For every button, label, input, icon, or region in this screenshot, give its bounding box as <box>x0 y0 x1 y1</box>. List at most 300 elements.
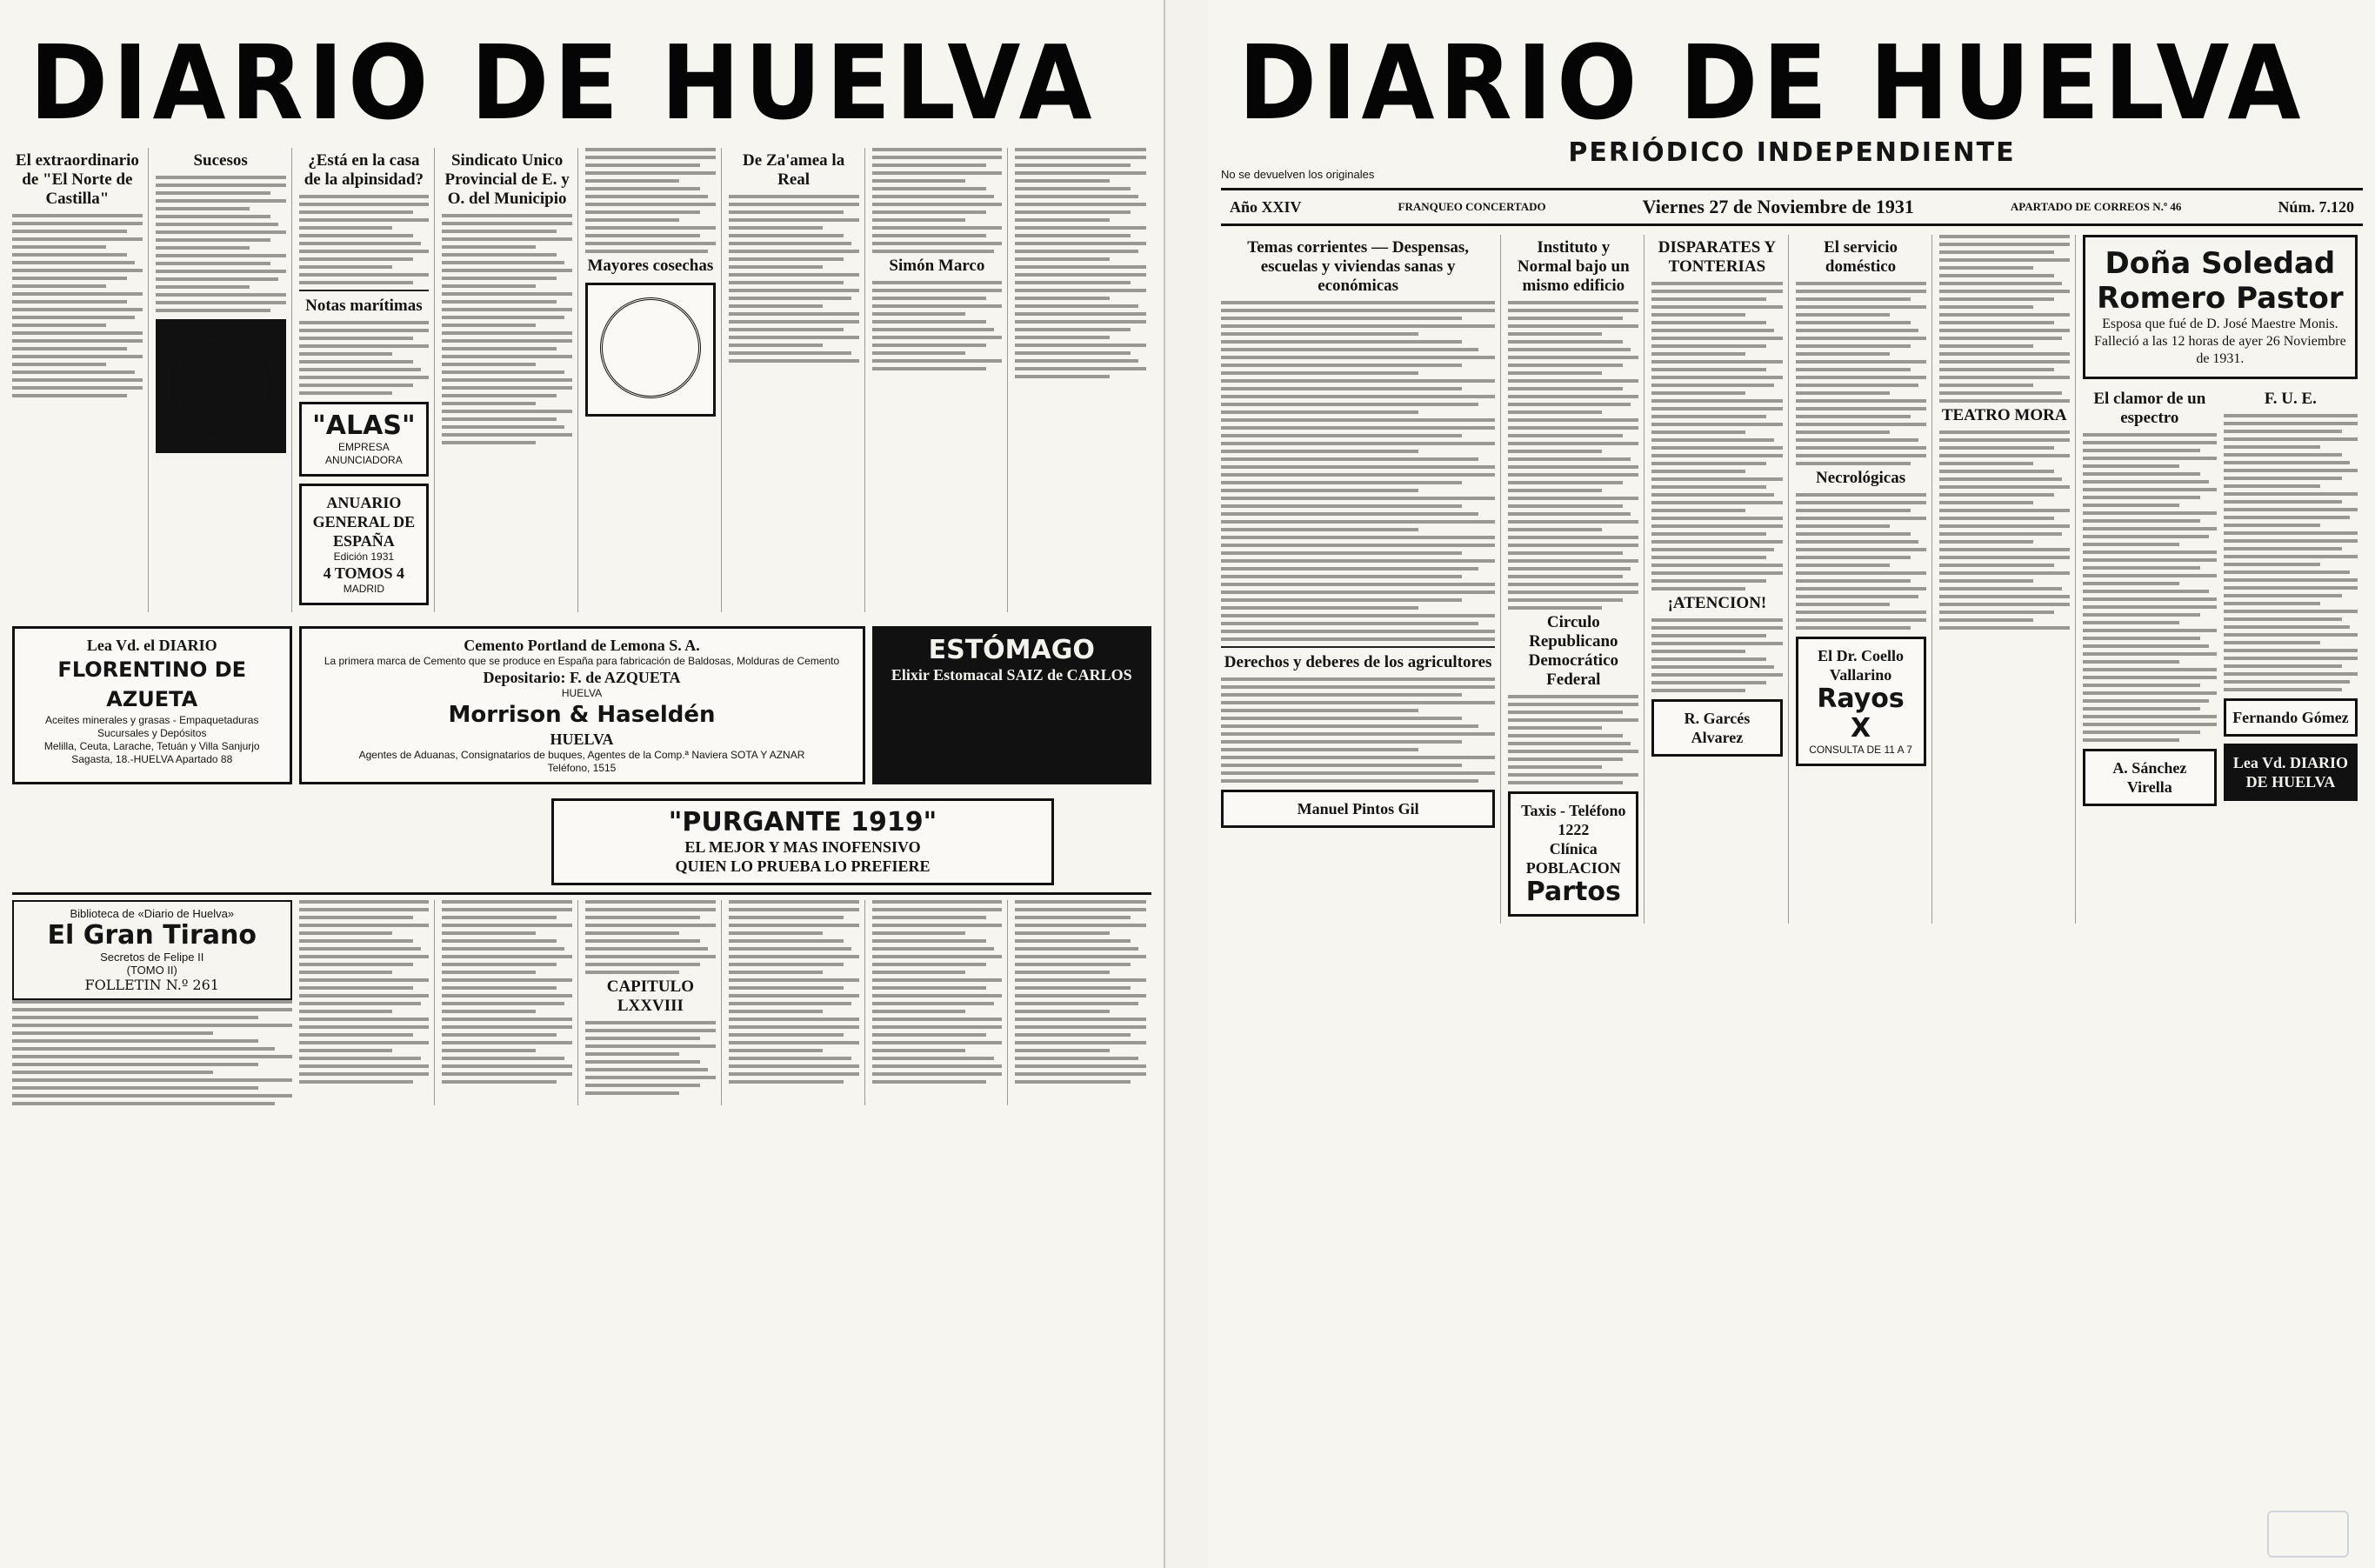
text-line <box>12 324 106 327</box>
ad-name: Lea Vd. DIARIO DE HUELVA <box>2232 754 2349 791</box>
chapter-heading: CAPITULO LXXVIII <box>606 977 695 1015</box>
text-line <box>1221 709 1418 712</box>
text-line <box>299 218 430 222</box>
ad-name: Morrison & Haseldén <box>448 702 716 728</box>
watermark-logo-icon <box>2267 1511 2349 1558</box>
column-headline: DISPARATES Y TONTERIAS <box>1658 238 1777 276</box>
text-line <box>729 359 859 363</box>
novel-column <box>729 900 865 1105</box>
text-line <box>2224 680 2350 684</box>
text-line <box>442 261 564 264</box>
text-line <box>299 900 430 904</box>
text-line <box>299 210 414 214</box>
text-line <box>1221 348 1478 351</box>
text-line <box>585 947 708 951</box>
text-line <box>156 199 286 203</box>
text-line <box>872 1064 1003 1068</box>
text-line <box>12 1024 292 1027</box>
column-headline: F. U. E. <box>2264 390 2317 408</box>
text-line <box>442 277 557 280</box>
text-line <box>1939 595 2070 598</box>
pintos-ad <box>1221 790 1495 828</box>
text-line <box>1939 430 2070 434</box>
text-line <box>1796 430 1890 434</box>
text-line <box>1939 477 2062 481</box>
text-line <box>1796 446 1926 450</box>
text-line <box>1651 376 1782 379</box>
text-line <box>1651 493 1774 497</box>
text-line <box>299 203 430 206</box>
text-line <box>1939 321 2054 324</box>
text-line <box>12 316 135 319</box>
text-line <box>1015 195 1138 198</box>
article-body <box>1939 430 2070 630</box>
text-line <box>1221 332 1418 336</box>
masthead-note: No se devuelven los originales <box>1221 168 1375 181</box>
novel-column <box>442 900 578 1105</box>
column-headline: El clamor de un espectro <box>2093 390 2206 427</box>
text-line <box>299 1080 414 1084</box>
text-line <box>12 253 127 257</box>
text-line <box>585 1060 700 1064</box>
text-line <box>1651 642 1782 645</box>
text-line <box>1015 312 1146 316</box>
right-column-5 <box>1796 235 1932 924</box>
text-line <box>2224 617 2342 621</box>
text-line <box>585 187 700 190</box>
text-line <box>585 955 716 958</box>
text-line <box>299 1033 414 1037</box>
text-line <box>1221 717 1462 720</box>
text-line <box>1651 517 1782 520</box>
text-line <box>1939 446 2054 450</box>
text-line <box>872 344 987 347</box>
text-line <box>1939 313 2070 317</box>
ad-name: El Dr. Coello Vallarino <box>1818 647 1904 684</box>
text-line <box>585 971 679 974</box>
text-line <box>1508 364 1623 367</box>
text-line <box>585 203 716 206</box>
text-line <box>1015 336 1110 339</box>
text-line <box>1939 243 2070 246</box>
text-line <box>729 218 859 222</box>
text-line <box>1508 520 1638 524</box>
text-line <box>729 328 844 331</box>
text-line <box>1508 598 1623 602</box>
text-line <box>1221 450 1418 453</box>
right-sub-columns <box>2083 386 2358 813</box>
text-line <box>872 994 1003 998</box>
text-line <box>729 1057 851 1060</box>
right-column-4 <box>1651 235 1788 924</box>
text-line <box>872 297 987 300</box>
text-line <box>872 1025 1003 1029</box>
text-line <box>872 187 987 190</box>
text-line <box>2224 625 2350 629</box>
text-line <box>1015 1018 1146 1021</box>
text-line <box>2224 437 2358 441</box>
novel-tome: (TOMO II) <box>126 964 177 977</box>
text-line <box>1796 305 1926 309</box>
ad-city: HUELVA <box>561 687 603 699</box>
text-line <box>1651 587 1745 591</box>
text-line <box>872 1049 966 1052</box>
text-line <box>1508 450 1602 453</box>
text-line <box>1651 634 1766 637</box>
text-line <box>299 273 430 277</box>
apartado: APARTADO DE CORREOS N.º 46 <box>2010 200 2182 213</box>
text-line <box>2224 477 2342 480</box>
left-column-3 <box>299 148 436 612</box>
text-line <box>1939 493 2054 497</box>
text-line <box>1796 501 1926 504</box>
text-line <box>1939 235 2070 238</box>
text-line <box>729 210 844 214</box>
gomez-ad <box>2224 698 2358 737</box>
text-line <box>12 355 143 358</box>
text-line <box>156 301 286 304</box>
text-line <box>2083 433 2217 437</box>
text-line <box>1221 418 1495 422</box>
text-line <box>1508 403 1631 406</box>
text-line <box>729 1080 844 1084</box>
text-line <box>1939 564 2054 567</box>
text-line <box>1221 551 1462 555</box>
text-line <box>1651 399 1782 403</box>
text-line <box>1651 446 1782 450</box>
text-line <box>1796 438 1918 442</box>
text-line <box>2224 484 2320 488</box>
text-line <box>1651 391 1745 395</box>
text-line <box>1221 701 1495 704</box>
text-line <box>1508 332 1602 336</box>
text-line <box>299 226 393 230</box>
text-line <box>12 237 143 241</box>
text-line <box>2083 691 2217 695</box>
text-line <box>12 1063 258 1066</box>
text-line <box>2224 578 2358 582</box>
novel-folletin: FOLLETIN N.º 261 <box>84 977 219 993</box>
text-line <box>1221 410 1418 414</box>
text-line <box>156 183 286 187</box>
text-line <box>1508 418 1638 422</box>
text-line <box>1221 637 1495 641</box>
text-line <box>729 273 859 277</box>
text-line <box>299 1049 393 1052</box>
text-line <box>12 269 143 272</box>
text-line <box>729 978 859 982</box>
text-line <box>1939 391 2062 395</box>
text-line <box>1508 734 1623 737</box>
text-line <box>299 384 414 387</box>
text-line <box>1508 606 1602 610</box>
text-line <box>1939 344 2033 348</box>
text-line <box>872 242 1003 245</box>
text-line <box>872 320 987 324</box>
article-body <box>1796 493 1926 630</box>
right-column-1 <box>1221 235 1501 924</box>
text-line <box>1796 603 1890 606</box>
text-line <box>729 924 859 927</box>
text-line <box>12 339 143 343</box>
text-line <box>299 1064 430 1068</box>
text-line <box>585 916 700 919</box>
text-line <box>585 1068 708 1071</box>
text-line <box>1015 931 1110 935</box>
text-line <box>729 265 823 269</box>
text-line <box>2083 464 2179 468</box>
left-ads-row <box>12 619 1151 791</box>
coello-ad <box>1796 637 1926 766</box>
text-line <box>1939 258 2070 262</box>
ad-sub: Elixir Estomacal SAIZ de CARLOS <box>891 666 1132 684</box>
text-line <box>1508 348 1631 351</box>
text-line <box>442 1064 572 1068</box>
text-line <box>1651 470 1745 473</box>
text-line <box>2083 574 2217 577</box>
text-line <box>1651 368 1766 371</box>
text-line <box>442 222 572 225</box>
text-line <box>1015 1033 1131 1037</box>
left-column-8 <box>1015 148 1151 612</box>
text-line <box>12 277 127 280</box>
novel-column <box>299 900 436 1105</box>
text-line <box>729 908 859 911</box>
text-line <box>1651 532 1766 536</box>
text-line <box>1221 301 1495 304</box>
left-columns <box>12 148 1151 612</box>
text-line <box>1221 764 1462 767</box>
text-line <box>585 939 700 943</box>
article-body <box>2083 433 2217 742</box>
text-line <box>442 363 536 366</box>
text-line <box>156 230 286 234</box>
text-line <box>1508 781 1623 784</box>
text-line <box>1221 732 1495 736</box>
text-line <box>12 347 127 350</box>
left-column-2 <box>156 148 292 612</box>
text-line <box>872 203 1003 206</box>
text-line <box>1651 681 1766 684</box>
text-line <box>1015 344 1146 347</box>
ad-name: Rayos X <box>1817 684 1905 744</box>
text-line <box>1939 611 2054 614</box>
text-line <box>1796 297 1911 301</box>
text-line <box>156 277 278 281</box>
ad-name: Cemento Portland de Lemona S. A. <box>464 637 700 654</box>
text-line <box>2083 472 2201 476</box>
text-line <box>1508 497 1638 500</box>
text-line <box>729 1072 859 1076</box>
column-headline: Mayores cosechas <box>587 257 714 275</box>
text-line <box>2224 563 2320 566</box>
text-line <box>872 281 1003 284</box>
text-line <box>2224 422 2358 425</box>
text-line <box>1221 614 1495 617</box>
text-line <box>299 1025 430 1029</box>
text-line <box>299 337 414 340</box>
text-line <box>2224 445 2320 449</box>
text-line <box>2224 555 2358 558</box>
text-line <box>2083 457 2217 460</box>
text-line <box>872 971 966 974</box>
text-line <box>1796 321 1911 324</box>
text-line <box>1508 387 1623 390</box>
text-line <box>442 230 557 233</box>
text-line <box>1221 567 1478 570</box>
text-line <box>2083 660 2179 664</box>
text-line <box>299 1010 393 1013</box>
text-line <box>299 1002 422 1005</box>
text-line <box>729 351 851 355</box>
seal-icon <box>170 334 271 435</box>
text-line <box>2224 649 2358 652</box>
text-line <box>1939 352 2070 356</box>
text-line <box>1015 187 1131 190</box>
text-line <box>299 1057 422 1060</box>
text-line <box>872 156 1003 159</box>
text-line <box>1015 367 1146 370</box>
purgante-ad <box>551 798 1054 885</box>
text-line <box>1796 368 1911 371</box>
text-line <box>872 179 966 183</box>
text-line <box>12 1016 258 1019</box>
text-line <box>1221 379 1495 383</box>
text-line <box>1221 724 1478 728</box>
text-line <box>1796 282 1926 285</box>
column-headline: El servicio doméstico <box>1824 238 1898 276</box>
text-line <box>442 402 536 405</box>
ad-name: Manuel Pintos Gil <box>1297 800 1419 817</box>
text-line <box>299 955 430 958</box>
text-line <box>872 916 987 919</box>
right-column-3 <box>1508 235 1644 924</box>
text-line <box>1796 556 1911 559</box>
text-line <box>1939 540 2033 544</box>
text-line <box>585 179 679 183</box>
obituary-name: Doña Soledad Romero Pastor <box>2097 246 2344 316</box>
ad-desc: Agentes de Aduanas, Consignatarios de buques, Agentes de la Comp.ª Naviera SOTA Y AZNAR <box>358 749 805 761</box>
column-headline: El extraordinario de "El Norte de Castilla" <box>15 151 139 208</box>
article-body <box>299 900 430 1084</box>
article-body <box>2224 414 2358 691</box>
article-body <box>1796 282 1926 465</box>
text-line <box>585 1021 716 1024</box>
column-headline: Sucesos <box>193 151 248 170</box>
text-line <box>872 336 1003 339</box>
text-line <box>2083 504 2179 507</box>
right-masthead: DIARIO DE HUELVA <box>1238 23 2306 143</box>
text-line <box>2224 539 2358 543</box>
text-line <box>2083 621 2179 624</box>
text-line <box>729 986 844 990</box>
seed-ad <box>585 283 716 417</box>
text-line <box>1221 434 1462 437</box>
stamp-ad <box>156 319 286 453</box>
text-line <box>1508 528 1602 531</box>
text-line <box>872 367 987 370</box>
text-line <box>1651 618 1782 622</box>
right-page <box>1209 0 2375 1568</box>
ad-name: Clínica POBLACION <box>1525 840 1621 877</box>
text-line <box>1651 509 1745 512</box>
text-line <box>1015 304 1138 308</box>
article-body <box>1651 282 1782 591</box>
article-body <box>12 1000 292 1105</box>
text-line <box>1939 618 2033 622</box>
text-line <box>442 931 536 935</box>
text-line <box>299 963 414 966</box>
text-line <box>1015 265 1146 269</box>
text-line <box>442 916 557 919</box>
ad-line: Aceites minerales y grasas - Empaquetaduras <box>45 714 259 726</box>
text-line <box>2224 430 2342 433</box>
text-line <box>729 1064 859 1068</box>
text-line <box>1651 650 1745 653</box>
text-line <box>2083 738 2179 742</box>
text-line <box>1796 611 1926 614</box>
text-line <box>729 289 859 292</box>
article-body <box>299 321 430 395</box>
text-line <box>1015 171 1146 175</box>
text-line <box>2224 641 2320 644</box>
text-line <box>1015 1064 1146 1068</box>
text-line <box>1651 501 1782 504</box>
text-line <box>1939 556 2070 559</box>
text-line <box>1015 1072 1146 1076</box>
text-line <box>1939 509 2070 512</box>
text-line <box>1508 703 1638 706</box>
text-line <box>2083 629 2217 632</box>
column-headline: ¿Está en la casa de la alpinsidad? <box>304 151 424 189</box>
article-body <box>1508 301 1638 610</box>
text-line <box>1015 351 1131 355</box>
ad-tag: QUIEN LO PRUEBA LO PREFIERE <box>675 857 931 875</box>
text-line <box>442 924 572 927</box>
text-line <box>1651 313 1745 317</box>
text-line <box>1651 540 1782 544</box>
text-line <box>1015 1002 1138 1005</box>
text-line <box>299 242 422 245</box>
text-line <box>585 210 700 214</box>
text-line <box>1221 536 1495 539</box>
text-line <box>1015 163 1131 167</box>
text-line <box>1221 340 1462 344</box>
text-line <box>2224 664 2342 668</box>
article-body <box>585 900 716 974</box>
left-page <box>0 0 1165 1568</box>
column-headline: Derechos y deberes de los agricultores <box>1224 653 1492 671</box>
text-line <box>1508 426 1638 430</box>
text-line <box>729 1002 851 1005</box>
text-line <box>1939 438 2070 442</box>
text-line <box>1651 571 1782 575</box>
text-line <box>1508 442 1638 445</box>
text-line <box>442 1018 572 1021</box>
text-line <box>299 329 430 332</box>
text-line <box>1796 517 1926 520</box>
text-line <box>1939 587 2062 591</box>
text-line <box>2224 508 2358 511</box>
ad-name: ESTÓMAGO <box>928 635 1095 665</box>
text-line <box>585 1052 679 1056</box>
text-line <box>442 269 572 272</box>
text-line <box>442 971 536 974</box>
text-line <box>2083 590 2209 593</box>
text-line <box>1796 384 1918 387</box>
text-line <box>1015 375 1110 378</box>
text-line <box>299 924 430 927</box>
